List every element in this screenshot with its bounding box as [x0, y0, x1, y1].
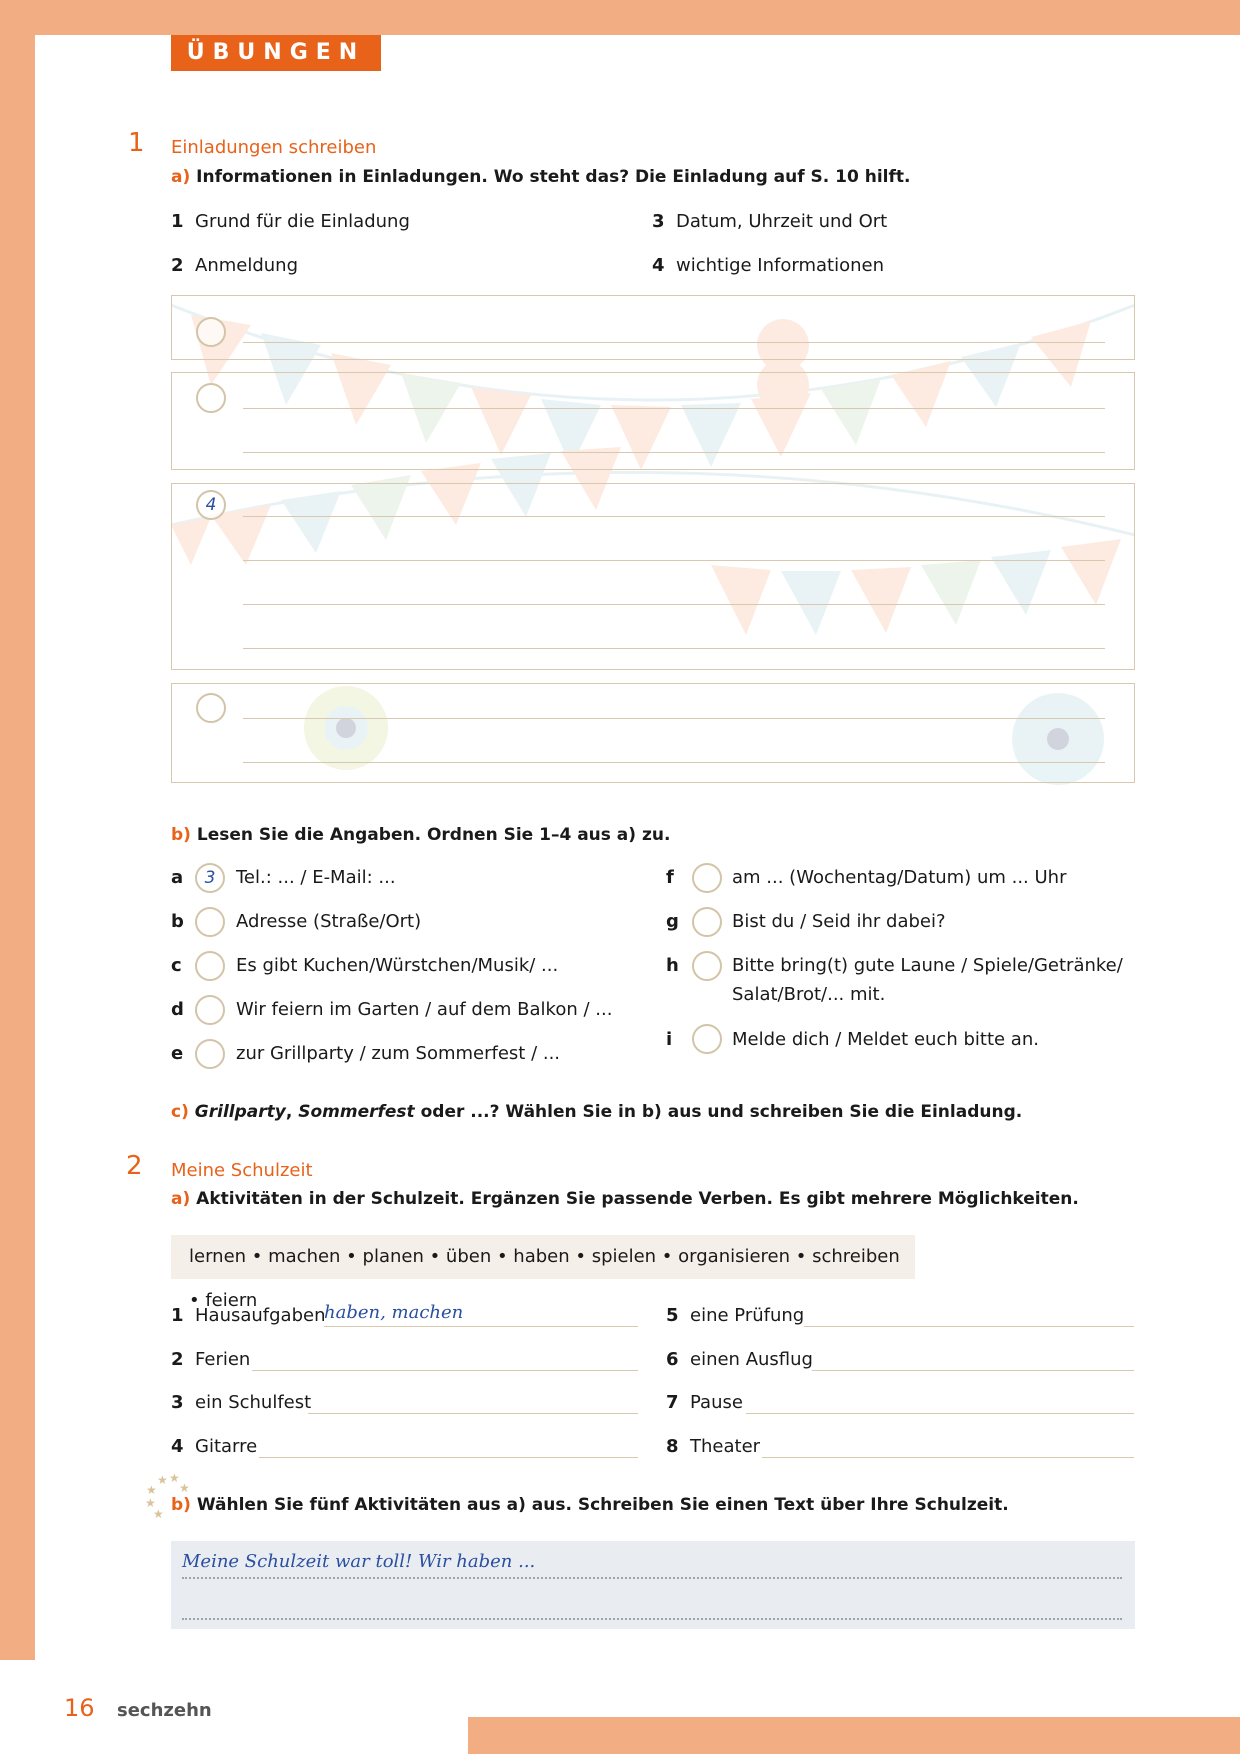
- fill-line[interactable]: [324, 1326, 638, 1327]
- task-instruction: Aktivitäten in der Schulzeit. Ergänzen Sie passende Verben. Es gibt mehrere Möglichkeiten.: [196, 1189, 1079, 1209]
- fill-line[interactable]: [804, 1326, 1134, 1327]
- fill-line[interactable]: [812, 1370, 1134, 1371]
- write-line[interactable]: [243, 408, 1105, 409]
- write-line[interactable]: [243, 342, 1105, 343]
- item-text: zur Grillparty / zum Sommerfest / ...: [236, 1043, 561, 1064]
- task-instruction: oder ...? Wählen Sie in b) aus und schreiben Sie die Einladung.: [414, 1102, 1023, 1122]
- list-item: 6 einen Ausflug: [666, 1349, 813, 1370]
- answer-circle[interactable]: [692, 907, 722, 937]
- task-keyword: Sommerfest: [298, 1102, 415, 1122]
- task-letter: b): [171, 825, 191, 845]
- page-number: 16: [64, 1694, 95, 1722]
- task-b: [171, 825, 670, 845]
- task-a: [171, 167, 911, 187]
- item-letter: i: [666, 1029, 673, 1050]
- answer-circle[interactable]: [196, 317, 226, 347]
- exercise-title: Meine Schulzeit: [171, 1160, 313, 1181]
- list-item: 1 Hausaufgaben: [171, 1305, 326, 1326]
- answer-circle[interactable]: [692, 951, 722, 981]
- handwritten-answer: haben, machen: [324, 1302, 464, 1323]
- handwritten-sample: Meine Schulzeit war toll! Wir haben ...: [182, 1551, 536, 1572]
- list-item: 7 Pause: [666, 1392, 743, 1413]
- exercise-number: 2: [126, 1151, 143, 1181]
- item-letter: e: [171, 1043, 184, 1064]
- answer-circle[interactable]: [692, 863, 722, 893]
- svg-text:★: ★: [179, 1481, 190, 1495]
- word-bank: lernen • machen • planen • üben • haben • spielen • organisieren • schreiben • feiern: [171, 1235, 915, 1279]
- task-separator: ,: [285, 1102, 299, 1122]
- fill-line[interactable]: [746, 1413, 1134, 1414]
- item-letter: a: [171, 867, 184, 888]
- answer-box: [171, 295, 1135, 360]
- answer-box: [171, 483, 1135, 670]
- answer-circle[interactable]: [195, 951, 225, 981]
- list-item: 4 Gitarre: [171, 1436, 258, 1457]
- list-item: 4 wichtige Informationen: [652, 255, 884, 276]
- item-text-continued: Salat/Brot/... mit.: [732, 984, 886, 1005]
- fill-line[interactable]: [762, 1457, 1134, 1458]
- item-text: am ... (Wochentag/Datum) um ... Uhr: [732, 867, 1067, 888]
- answer-circle[interactable]: 3: [195, 863, 225, 893]
- task-letter: b): [171, 1495, 191, 1515]
- write-line[interactable]: [243, 762, 1105, 763]
- write-line[interactable]: [243, 560, 1105, 561]
- answer-circle[interactable]: [195, 1039, 225, 1069]
- dotted-write-line[interactable]: [182, 1618, 1122, 1620]
- task-letter: c): [171, 1102, 189, 1122]
- write-line[interactable]: [243, 516, 1105, 517]
- exercise-title: Einladungen schreiben: [171, 137, 377, 158]
- answer-box: [171, 683, 1135, 783]
- fill-line[interactable]: [308, 1413, 638, 1414]
- list-item: 1 Grund für die Einladung: [171, 211, 410, 232]
- task-c: [171, 1102, 1022, 1122]
- item-letter: d: [171, 999, 184, 1020]
- exercise-number: 1: [128, 128, 145, 158]
- fill-line[interactable]: [259, 1457, 638, 1458]
- task-letter: a): [171, 1189, 191, 1209]
- write-line[interactable]: [243, 718, 1105, 719]
- item-text: Adresse (Straße/Ort): [236, 911, 422, 932]
- fill-line[interactable]: [252, 1370, 638, 1371]
- item-text: Bitte bring(t) gute Laune / Spiele/Getränke/: [732, 955, 1123, 976]
- item-text: Wir feiern im Garten / auf dem Balkon / ...: [236, 999, 613, 1020]
- answer-box: [171, 372, 1135, 470]
- answer-circle[interactable]: 4: [196, 490, 226, 520]
- svg-text:★: ★: [169, 1472, 180, 1485]
- svg-text:★: ★: [145, 1496, 156, 1510]
- write-line[interactable]: [243, 604, 1105, 605]
- svg-text:★: ★: [153, 1507, 164, 1521]
- page-number-word: sechzehn: [117, 1700, 212, 1721]
- item-text: Melde dich / Meldet euch bitte an.: [732, 1029, 1039, 1050]
- task-letter: a): [171, 167, 191, 187]
- dotted-write-line[interactable]: [182, 1577, 1122, 1579]
- task-keyword: Grillparty: [194, 1102, 286, 1122]
- item-text: Es gibt Kuchen/Würstchen/Musik/ ...: [236, 955, 559, 976]
- item-letter: b: [171, 911, 184, 932]
- page-frame-top: [0, 0, 1240, 35]
- list-item: 3 ein Schulfest: [171, 1392, 312, 1413]
- page-frame-left: [0, 0, 35, 1660]
- section-tab: ÜBUNGEN: [171, 35, 381, 71]
- task-instruction: Wählen Sie fünf Aktivitäten aus a) aus. Schreiben Sie einen Text über Ihre Schulzeit.: [196, 1495, 1009, 1515]
- write-line[interactable]: [243, 648, 1105, 649]
- list-item: 2 Ferien: [171, 1349, 251, 1370]
- list-item: 2 Anmeldung: [171, 255, 298, 276]
- list-item: 3 Datum, Uhrzeit und Ort: [652, 211, 888, 232]
- svg-text:★: ★: [146, 1483, 157, 1497]
- answer-circle[interactable]: [196, 383, 226, 413]
- page-frame-bottom: [468, 1717, 1240, 1754]
- item-letter: h: [666, 955, 679, 976]
- task-a: [171, 1189, 1079, 1209]
- item-text: Bist du / Seid ihr dabei?: [732, 911, 946, 932]
- item-letter: f: [666, 867, 674, 888]
- list-item: 5 eine Prüfung: [666, 1305, 805, 1326]
- list-item: 8 Theater: [666, 1436, 761, 1457]
- task-instruction: Informationen in Einladungen. Wo steht das? Die Einladung auf S. 10 hilft.: [196, 167, 911, 187]
- item-letter: g: [666, 911, 679, 932]
- write-line[interactable]: [243, 452, 1105, 453]
- svg-text:★: ★: [157, 1473, 168, 1487]
- answer-circle[interactable]: [692, 1024, 722, 1054]
- answer-circle[interactable]: [196, 693, 226, 723]
- answer-circle[interactable]: [195, 995, 225, 1025]
- item-letter: c: [171, 955, 182, 976]
- answer-circle[interactable]: [195, 907, 225, 937]
- item-text: Tel.: ... / E-Mail: ...: [236, 867, 396, 888]
- task-b: [171, 1495, 1009, 1515]
- task-instruction: Lesen Sie die Angaben. Ordnen Sie 1–4 aus a) zu.: [196, 825, 671, 845]
